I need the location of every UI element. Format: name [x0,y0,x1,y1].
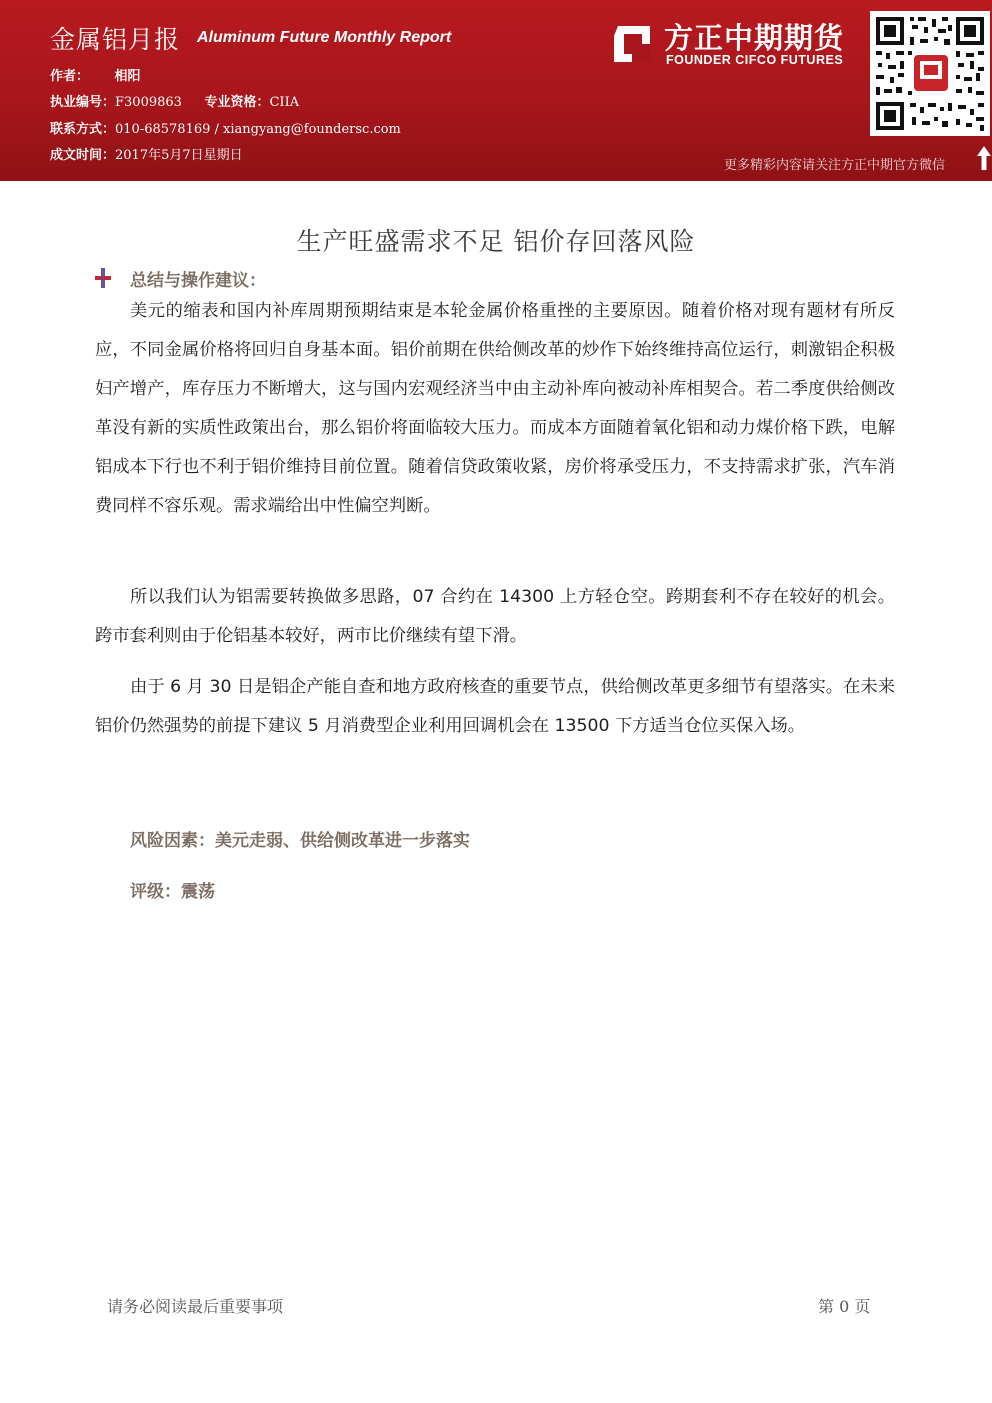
footer-disclaimer-note: 请务必阅读最后重要事项 [107,1297,284,1316]
paragraph-1: 美元的缩表和国内补库周期预期结束是本轮金属价格重挫的主要原因。随着价格对现有题材有所反应，不同金属价格将回归自身基本面。铝价前期在供给侧改革的炒作下始终维持高位运行，刺激铝企积极妇产增产，库存压力不断增大，这与国内宏观经济当中由主动补库向被动补库相契合。若二季度供给侧改革没有新的实质性政策出台，那么铝价将面临较大压力。而成本方面随着氧化铝和动力煤价格下跌，电解铝成本下行也不利于铝价维持目前位置。随着信贷政策收紧，房价将承受压力，不支持需求扩张，汽车消费同样不容乐观。需求端给出中性偏空判断。 [95,301,895,516]
author-value: 相阳 [114,69,141,84]
date-value: 2017年5月7日星期日 [115,148,243,163]
follow-wechat-text: 更多精彩内容请关注方正中期官方微信 [724,158,946,173]
date-line [50,144,243,163]
founder-logo-icon [610,22,654,66]
summary-heading: 总结与操作建议： [130,271,266,291]
qualification-label: 专业资格： [204,95,270,110]
rating: 评级：震荡 [130,882,215,902]
up-arrow-icon [977,146,991,170]
brand-name-cn: 方正中期期货 [664,21,845,55]
page-number: 第 0 页 [818,1297,871,1316]
license-value: F3009863 [115,95,182,110]
wechat-qr-code-icon[interactable] [870,11,990,136]
date-label: 成文时间： [50,148,116,163]
report-subtitle: Aluminum Future Monthly Report [197,29,452,46]
document-title: 生产旺盛需求不足 铝价存回落风险 [296,227,696,256]
paragraph-3: 由于 6 月 30 日是铝企产能自查和地方政府核查的重要节点，供给侧改革更多细节有望落实。在未来铝价仍然强势的前提下建议 5 月消费型企业利用回调机会在 13500 下方适当仓位买保入场。 [95,677,895,736]
section-bullet-icon [95,268,111,288]
author-label: 作者： [50,69,90,84]
contact-label: 联系方式： [50,122,116,137]
license-label: 执业编号： [50,95,116,110]
author-line [50,65,141,84]
risk-factors: 风险因素：美元走弱、供给侧改革进一步落实 [130,831,470,851]
contact-value[interactable]: 010-68578169 / xiangyang@foundersc.com [115,122,401,137]
report-title: 金属铝月报 [50,25,181,54]
contact-line [50,118,401,137]
brand-name-en: FOUNDER CIFCO FUTURES [666,53,844,67]
paragraph-2: 所以我们认为铝需要转换做多思路，07 合约在 14300 上方轻仓空。跨期套利不存在较好的机会。跨市套利则由于伦铝基本较好，两市比价继续有望下滑。 [95,587,895,646]
license-line [50,91,299,110]
qualification-value: CIIA [269,95,300,110]
report-header [0,0,992,181]
